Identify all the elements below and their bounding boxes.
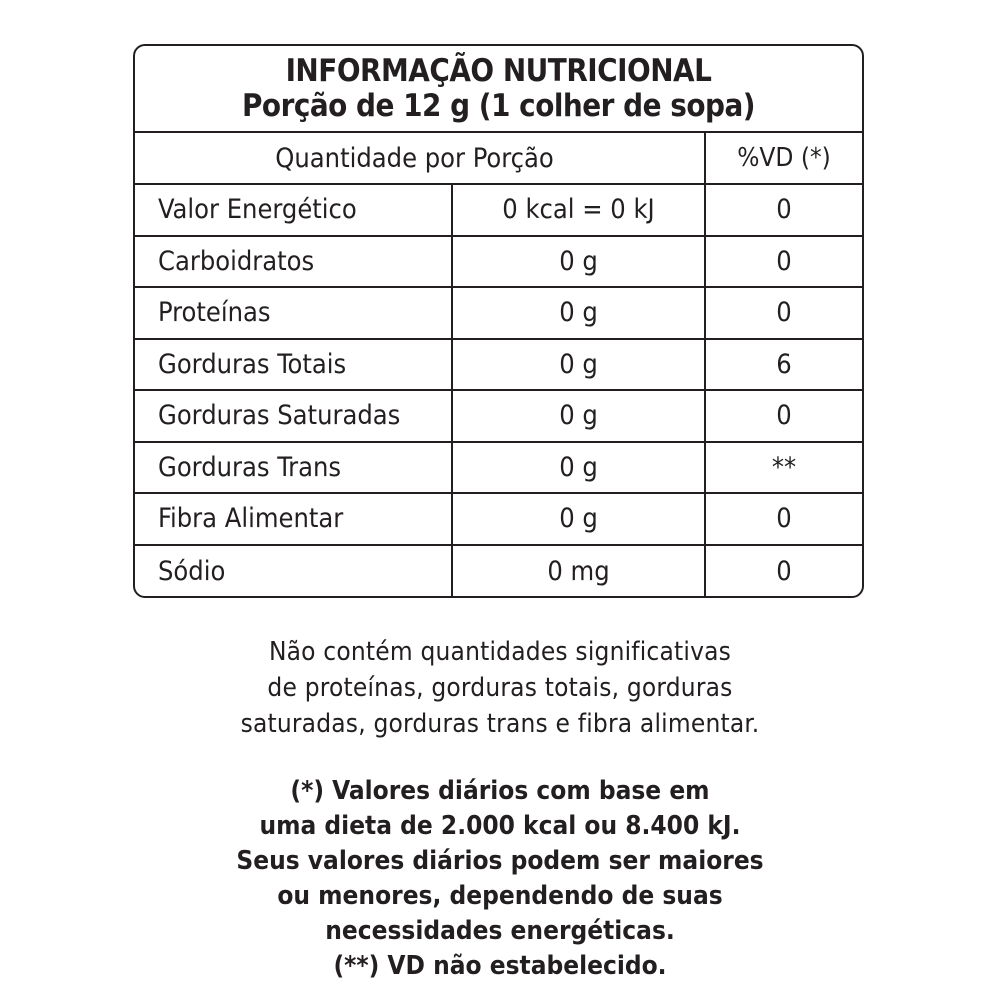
nutrient-amount: 0 mg <box>453 546 706 598</box>
nutrient-name: Valor Energético <box>135 185 453 235</box>
nutrient-name: Gorduras Trans <box>135 443 453 493</box>
nutrient-vd: 0 <box>776 555 792 587</box>
nutrient-name: Proteínas <box>135 288 453 338</box>
nutrient-name: Gorduras Totais <box>135 340 453 390</box>
nutrient-vd: 0 <box>776 297 792 329</box>
footnote-line: necessidades energéticas. <box>325 916 675 946</box>
vd-column-header: %VD (*) <box>737 143 831 173</box>
footnote-line: uma dieta de 2.000 kcal ou 8.400 kJ. <box>259 811 741 841</box>
table-row <box>135 340 862 392</box>
nutrient-name: Sódio <box>135 546 453 598</box>
nutrient-vd: 0 <box>776 194 792 226</box>
serving-size: Porção de 12 g (1 colher de sopa) <box>241 88 756 124</box>
nutrient-amount: 0 g <box>453 443 706 493</box>
table-row <box>135 185 862 237</box>
nutrient-amount: 0 g <box>453 340 706 390</box>
nutrient-name: Gorduras Saturadas <box>135 391 453 441</box>
footnote-line: (*) Valores diários com base em <box>290 776 710 806</box>
note-line: de proteínas, gorduras totais, gorduras <box>267 673 733 703</box>
nutrient-amount: 0 kcal = 0 kJ <box>453 185 706 235</box>
nutrition-facts-table <box>133 44 864 598</box>
footnote-line: ou menores, dependendo de suas <box>277 881 723 911</box>
table-row <box>135 546 862 598</box>
column-header-row <box>135 133 862 185</box>
nutrient-amount: 0 g <box>453 494 706 544</box>
nutrient-amount: 0 g <box>453 237 706 287</box>
note-line: saturadas, gorduras trans e fibra alimentar. <box>240 709 760 739</box>
nutrient-amount: 0 g <box>453 391 706 441</box>
footnote-line: (**) VD não estabelecido. <box>333 951 667 981</box>
nutrient-vd: 0 <box>776 245 792 277</box>
footnote-line: Seus valores diários podem ser maiores <box>236 846 764 876</box>
table-row <box>135 494 862 546</box>
nutrient-amount: 0 g <box>453 288 706 338</box>
quantity-column-header: Quantidade por Porção <box>135 133 706 183</box>
table-title: INFORMAÇÃO NUTRICIONAL <box>285 53 712 89</box>
nutrient-name: Fibra Alimentar <box>135 494 453 544</box>
nutrient-vd: ** <box>771 451 797 483</box>
table-title-block <box>135 46 862 133</box>
nutrient-vd: 0 <box>776 400 792 432</box>
not-significant-note <box>0 634 1000 742</box>
daily-values-footnote <box>0 774 1000 984</box>
nutrient-vd: 0 <box>776 503 792 535</box>
table-row <box>135 443 862 495</box>
table-row <box>135 288 862 340</box>
table-row <box>135 391 862 443</box>
nutrient-name: Carboidratos <box>135 237 453 287</box>
table-row <box>135 237 862 289</box>
note-line: Não contém quantidades significativas <box>268 637 732 667</box>
nutrient-vd: 6 <box>776 348 792 380</box>
